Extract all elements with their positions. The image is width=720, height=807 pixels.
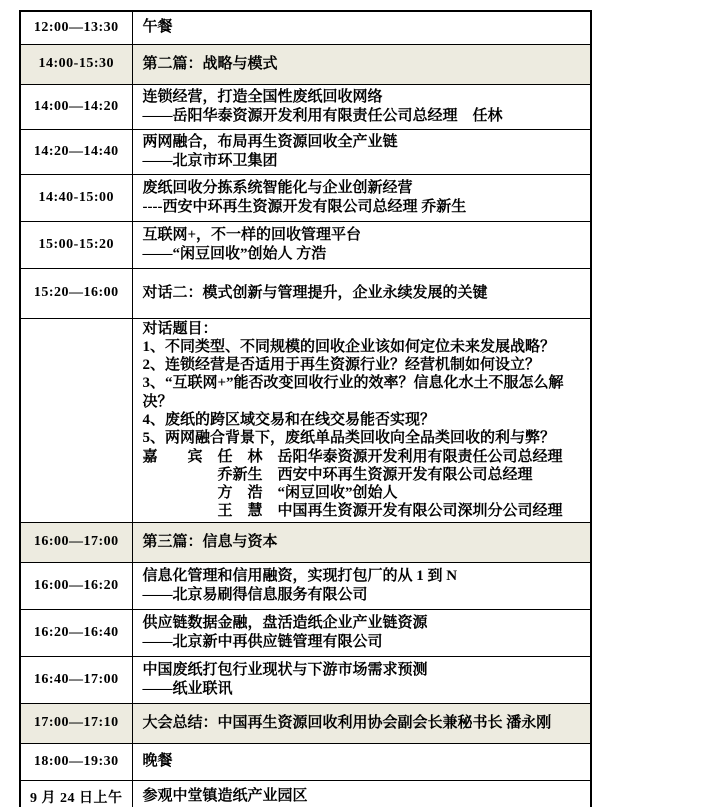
session-line: 互联网+，不一样的回收管理平台: [142, 226, 362, 243]
agenda-row: [20, 743, 591, 780]
session-line: ——北京市环卫集团: [142, 152, 278, 169]
session-line: 参观中堂镇造纸产业园区: [142, 788, 308, 805]
session-line: 方 浩 “闲豆回收”创始人: [142, 485, 398, 502]
session-cell: [132, 318, 591, 522]
session-line: 大会总结：中国再生资源回收利用协会副会长兼秘书长 潘永刚: [142, 714, 552, 731]
time-cell: [20, 318, 132, 522]
time-cell: 17:00—17:10: [20, 703, 132, 743]
session-cell: [132, 11, 591, 44]
session-cell: [132, 44, 591, 84]
agenda-row: [20, 703, 591, 743]
session-line: ——“闲豆回收”创始人 方浩: [142, 245, 327, 262]
session-line: 嘉 宾 任 林 岳阳华泰资源开发利用有限责任公司总经理: [142, 448, 563, 465]
session-cell: [132, 743, 591, 780]
time-cell: 15:20—16:00: [20, 268, 132, 318]
session-cell: [132, 609, 591, 656]
session-line: 两网融合，布局再生资源回收全产业链: [142, 133, 398, 150]
time-cell: 16:40—17:00: [20, 656, 132, 703]
session-cell: [132, 703, 591, 743]
session-line: ——北京易刷得信息服务有限公司: [142, 586, 368, 603]
session-cell: [132, 522, 591, 562]
session-line: 中国废纸打包行业现状与下游市场需求预测: [142, 661, 428, 678]
time-cell: 14:00-15:30: [20, 44, 132, 84]
session-line: 供应链数据金融，盘活造纸企业产业链资源: [142, 614, 428, 631]
session-line: ——纸业联讯: [142, 680, 233, 697]
session-line: 王 慧 中国再生资源开发有限公司深圳分公司经理: [142, 503, 563, 520]
agenda-row: [20, 268, 591, 318]
time-cell: 16:00—16:20: [20, 562, 132, 609]
session-line: ——北京新中再供应链管理有限公司: [142, 633, 383, 650]
session-line: 连锁经营，打造全国性废纸回收网络: [142, 88, 383, 105]
session-line: 对话题目：: [142, 320, 218, 337]
agenda-row: [20, 522, 591, 562]
session-cell: [132, 656, 591, 703]
session-line: ——岳阳华泰资源开发利用有限责任公司总经理 任林: [142, 107, 503, 124]
agenda-row: [20, 221, 591, 268]
time-cell: 9 月 24 日上午: [20, 780, 132, 807]
session-cell: [132, 268, 591, 318]
session-line: 信息化管理和信用融资，实现打包厂的从 1 到 N: [142, 567, 458, 584]
agenda-row: [20, 562, 591, 609]
agenda-row: [20, 84, 591, 129]
session-line: 晚餐: [142, 753, 173, 770]
agenda-row: [20, 129, 591, 174]
time-cell: 14:40-15:00: [20, 174, 132, 221]
agenda-table: [19, 10, 592, 807]
session-line: 5、两网融合背景下，废纸单品类回收向全品类回收的利与弊？: [142, 430, 556, 447]
session-cell: [132, 129, 591, 174]
agenda-row: [20, 318, 591, 522]
session-line: 第三篇：信息与资本: [142, 533, 278, 550]
session-cell: [132, 84, 591, 129]
session-line: 第二篇：战略与模式: [142, 55, 278, 72]
time-cell: 16:00—17:00: [20, 522, 132, 562]
session-line: 3、“互联网+”能否改变回收行业的效率？信息化水土不服怎么解决？: [142, 375, 564, 410]
agenda-row: [20, 780, 591, 807]
agenda-row: [20, 44, 591, 84]
time-cell: 16:20—16:40: [20, 609, 132, 656]
agenda-row: [20, 11, 591, 44]
session-cell: [132, 780, 591, 807]
session-line: 乔新生 西安中环再生资源开发有限公司总经理: [142, 466, 533, 483]
agenda-row: [20, 174, 591, 221]
session-line: 对话二：模式创新与管理提升，企业永续发展的关键: [142, 284, 488, 301]
session-line: 2、连锁经营是否适用于再生资源行业？经营机制如何设立？: [142, 357, 541, 374]
time-cell: 12:00—13:30: [20, 11, 132, 44]
session-line: 1、不同类型、不同规模的回收企业该如何定位未来发展战略？: [142, 338, 556, 355]
agenda-row: [20, 609, 591, 656]
session-line: 4、废纸的跨区域交易和在线交易能否实现？: [142, 411, 436, 428]
session-cell: [132, 562, 591, 609]
session-cell: [132, 221, 591, 268]
session-line: ----西安中环再生资源开发有限公司总经理 乔新生: [142, 198, 467, 215]
agenda-table-body: [20, 11, 591, 807]
session-cell: [132, 174, 591, 221]
time-cell: 18:00—19:30: [20, 743, 132, 780]
agenda-row: [20, 656, 591, 703]
time-cell: 15:00-15:20: [20, 221, 132, 268]
session-line: 废纸回收分拣系统智能化与企业创新经营: [142, 179, 413, 196]
time-cell: 14:00—14:20: [20, 84, 132, 129]
session-line: 午餐: [142, 19, 173, 36]
time-cell: 14:20—14:40: [20, 129, 132, 174]
